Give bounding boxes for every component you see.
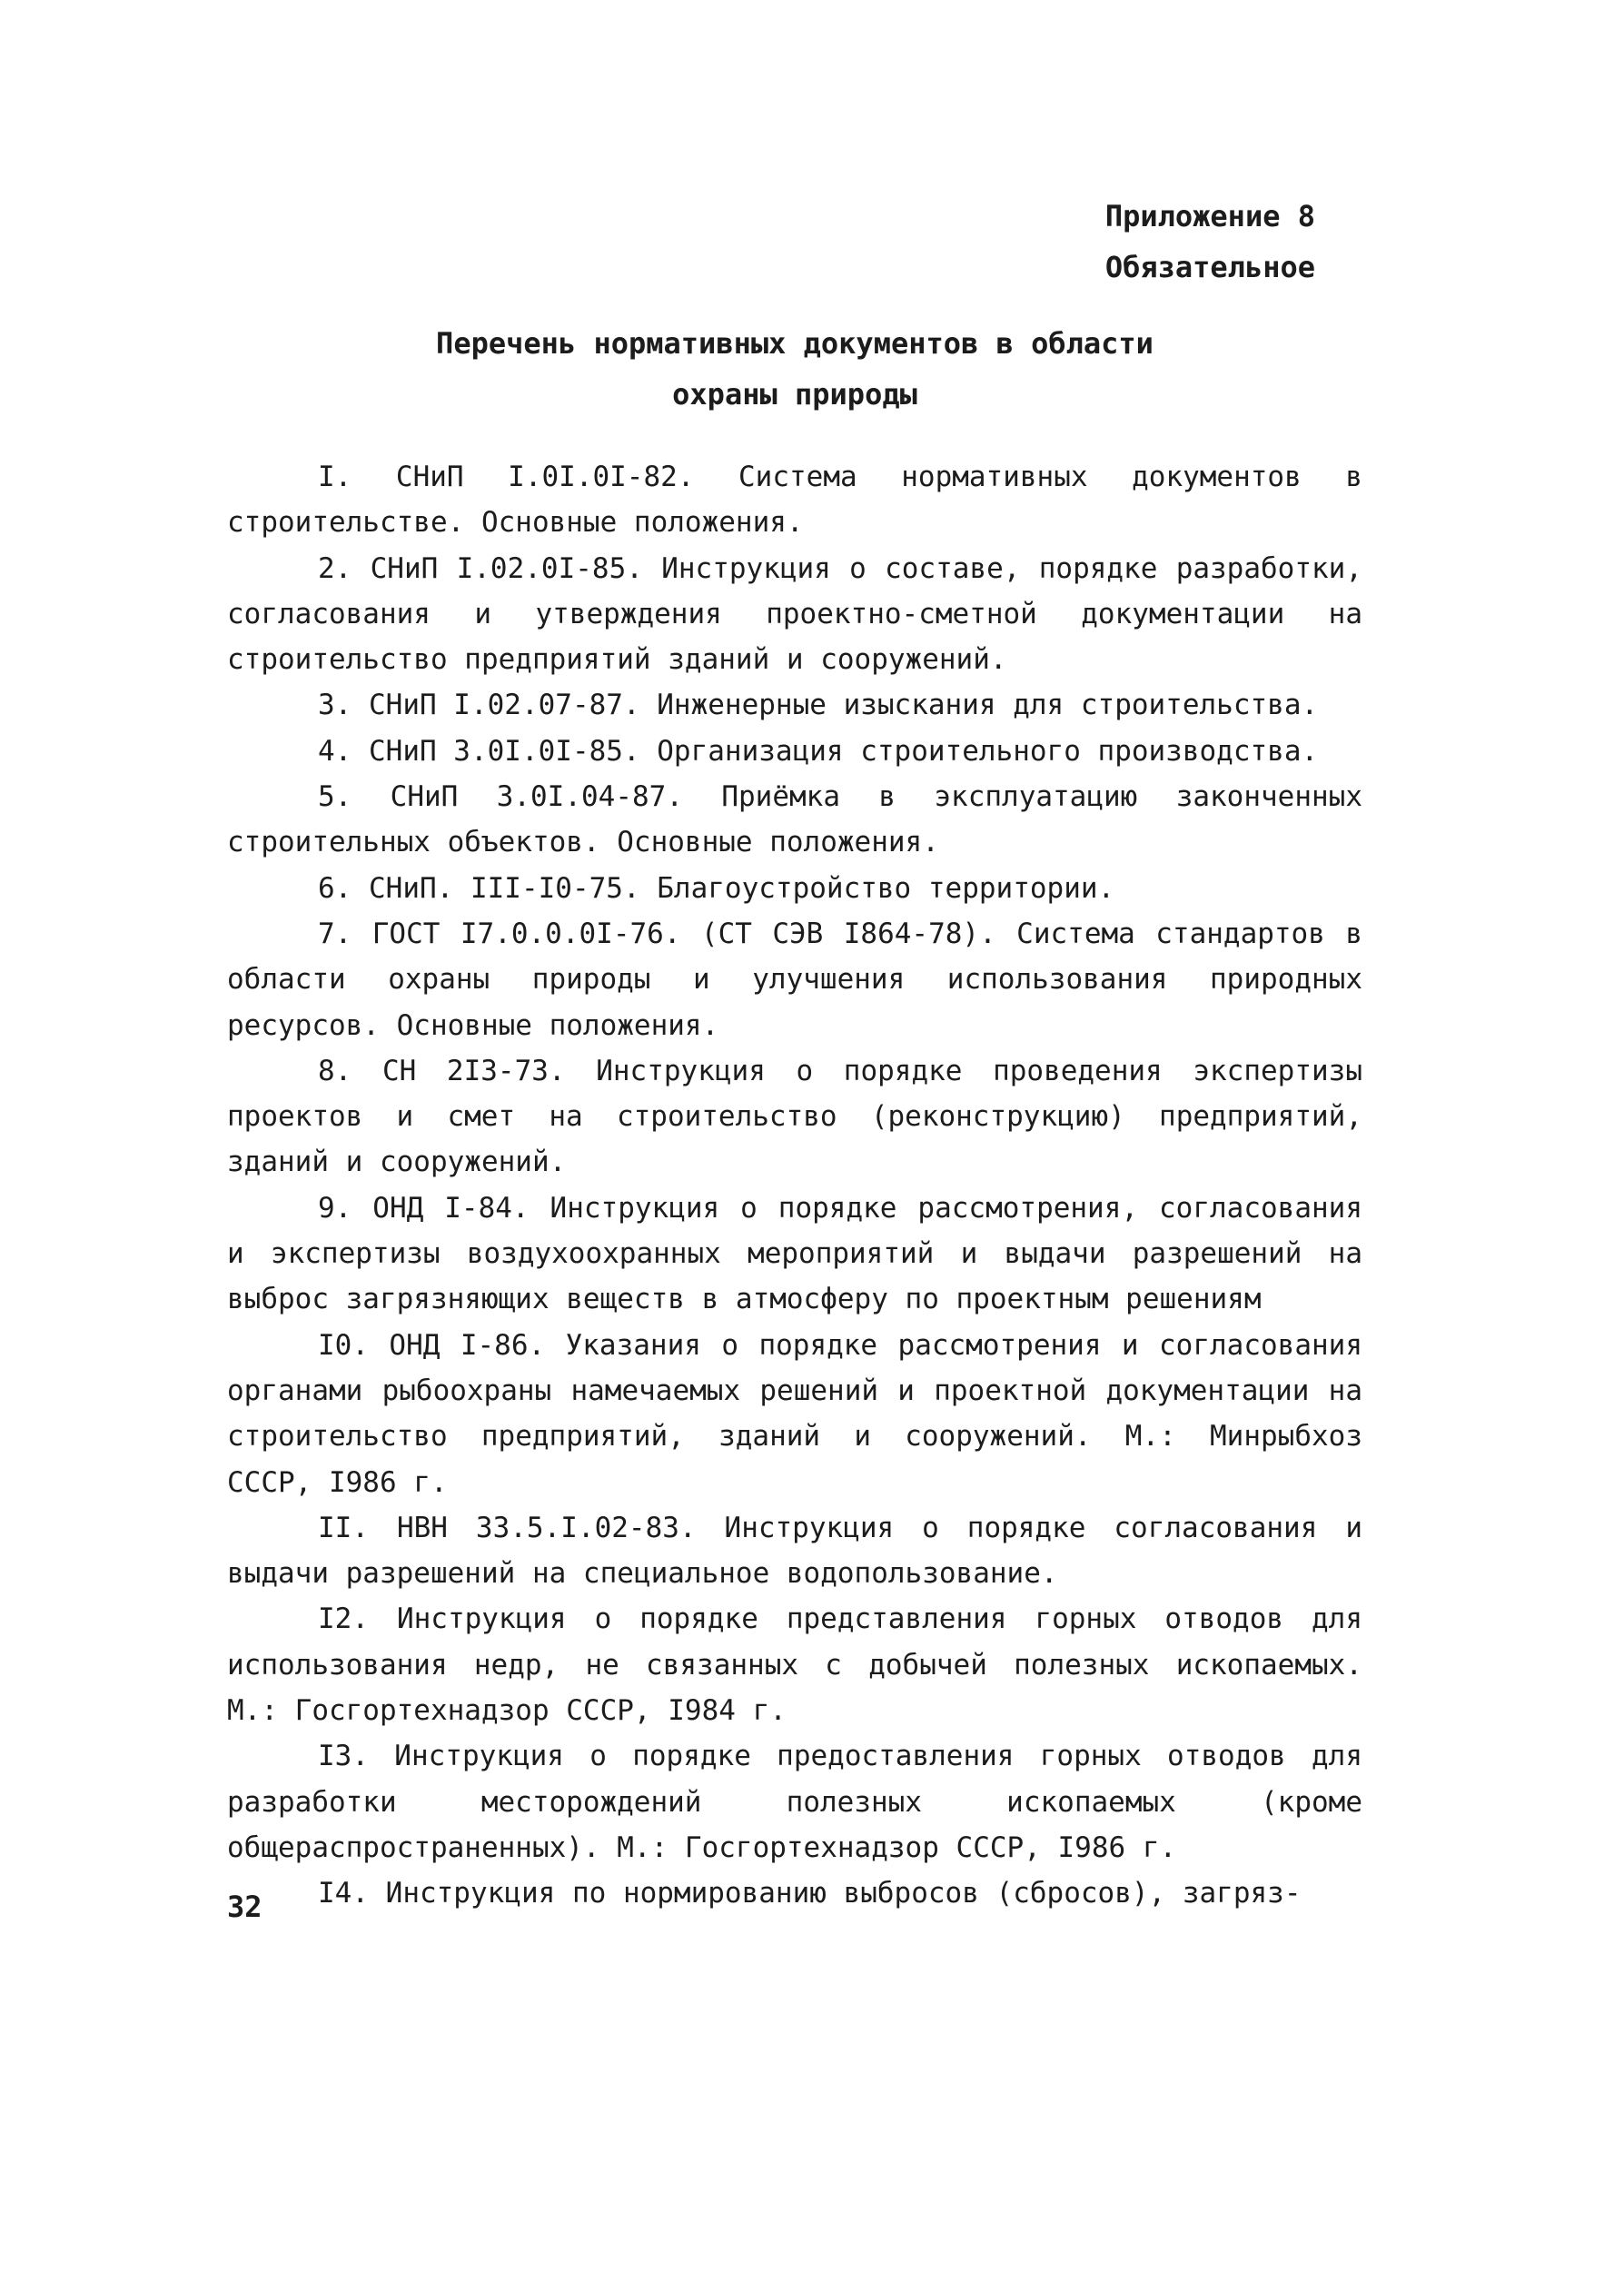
list-item: 4. СНиП 3.0I.0I-85. Организация строительного производства.: [318, 734, 1319, 768]
list-item: 8. СН 2I3-73. Инструкция о порядке проведения экспертизы проектов и смет на строительство (реконструкцию) предприятий, зданий и сооружений.: [227, 1054, 1362, 1179]
document-title: [227, 318, 1362, 420]
list-item: I. СНиП I.0I.0I-82. Система нормативных документов в строительстве. Основные положения.: [227, 461, 1362, 540]
list-item: 3. СНиП I.02.07-87. Инженерные изыскания для строительства.: [318, 689, 1319, 722]
list-item: 7. ГОСТ I7.0.0.0I-76. (СТ СЭВ I864-78). Система стандартов в области охраны природы и улучшения использования природных ресурсов. Основные положения.: [227, 917, 1362, 1042]
list-item: 6. СНиП. III-I0-75. Благоустройство территории.: [318, 871, 1115, 905]
list-item: 2. СНиП I.02.0I-85. Инструкция о составе, порядке разработки, согласования и утверждения проектно-сметной документации на строительство предприятий зданий и сооружений.: [227, 551, 1362, 677]
list-item: I4. Инструкция по нормированию выбросов (сбросов), загряз-: [318, 1877, 1302, 1910]
list-item: I0. ОНД I-86. Указания о порядке рассмотрения и согласования органами рыбоохраны намечаемых решений и проектной документации на строительство предприятий, зданий и сооружений. М.: Минрыбхоз СССР, I986 г.: [227, 1328, 1362, 1499]
document-list: [227, 454, 1362, 1917]
list-item: II. НВН 33.5.I.02-83. Инструкция о порядке согласования и выдачи разрешений на специальное водопользование.: [227, 1511, 1362, 1591]
title-line-1: Перечень нормативных документов в области: [436, 326, 1154, 361]
list-item: 9. ОНД I-84. Инструкция о порядке рассмотрения, согласования и экспертизы воздухоохранных мероприятий и выдачи разрешений на выброс загрязняющих веществ в атмосферу по проектным решениям: [227, 1191, 1362, 1316]
list-item: 5. СНиП 3.0I.04-87. Приёмка в эксплуатацию законченных строительных объектов. Основные положения.: [227, 780, 1362, 859]
appendix-status: Обязательное: [1104, 250, 1315, 284]
title-line-2: охраны природы: [672, 377, 917, 412]
appendix-header: [1105, 191, 1315, 293]
appendix-label: Приложение 8: [1104, 199, 1315, 233]
page-number: 32: [227, 1890, 262, 1924]
list-item: I2. Инструкция о порядке представления горных отводов для использования недр, не связанных с добычей полезных ископаемых. М.: Госгортехнадзор СССР, I984 г.: [227, 1602, 1362, 1728]
list-item: I3. Инструкция о порядке предоставления горных отводов для разработки месторождений полезных ископаемых (кроме общераспространенных). М.: Госгортехнадзор СССР, I986 г.: [227, 1740, 1362, 1864]
